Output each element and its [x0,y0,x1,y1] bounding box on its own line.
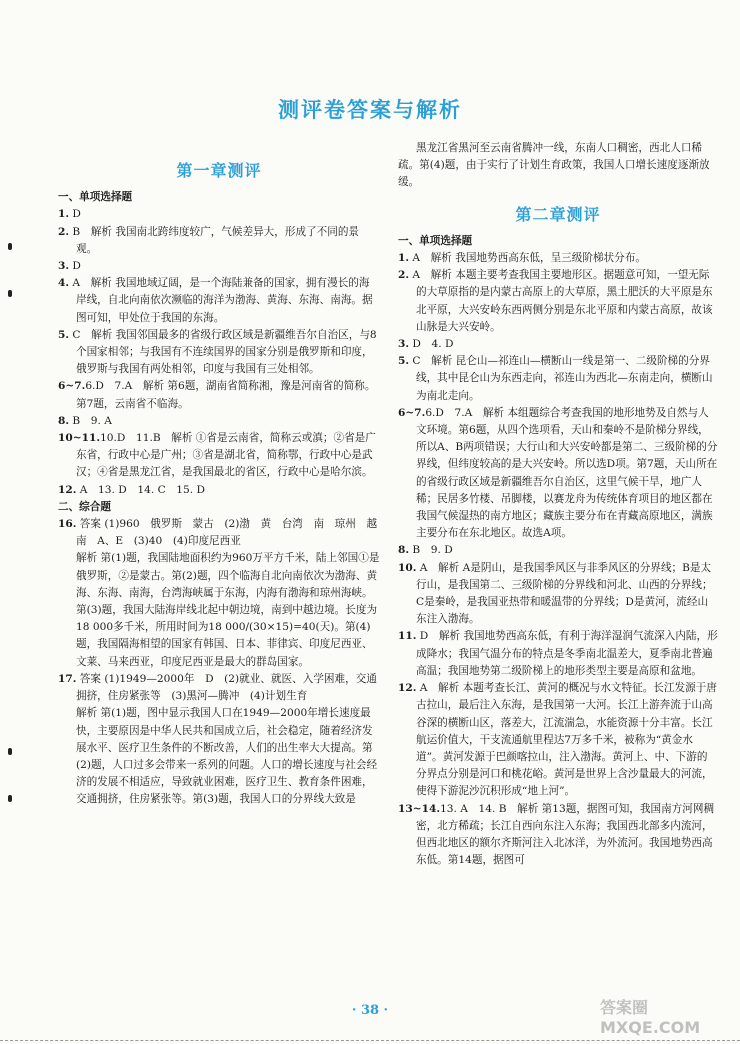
item-number: 2. [398,269,410,282]
answer-item [58,413,380,430]
item-number: 8. [58,414,70,427]
answer-item [398,680,718,800]
item-number: 1. [58,208,70,221]
item-text: 一、单项选择题 [398,234,473,247]
item-number: 4. [58,277,70,290]
item-text: B 解析 我国南北跨纬度较广，气候差异大，形成了不同的景观。 [69,225,360,255]
page-number: · 38 · [351,1003,389,1018]
left-lines [58,189,380,808]
item-number: 6~7. [58,380,86,393]
item-text: 一、单项选择题 [58,191,133,204]
item-number: 10. [398,561,417,574]
chapter-heading-1: 第一章测评 [176,161,262,180]
section-heading [398,233,718,250]
answer-item [58,550,380,670]
item-number: 12. [398,682,417,695]
answer-item [398,267,718,336]
margin-mark [8,290,12,297]
answer-item [398,801,718,870]
answer-item [58,258,380,275]
item-number: 8. [398,544,410,557]
item-text: 解析 第(1)题，我国陆地面积约为960万平方千米，陆上邻国①是俄罗斯，②是蒙古。第(2)题，四个临海自北向南依次为渤海、黄海、东海、南海，台湾海峡属于东海，内海有渤海和琼州海峡。第(3)题，我国大陆海岸线北起中朝边境，南到中越边境。长度为18 000多千米，所用时间为18 000/(30×15)=40(天)。第(4)题，我国隔海相望的国家有韩国、日本、菲律宾、印度尼西亚、文莱、马来西亚，印度尼西亚是最大的群岛国家。 [76,552,380,668]
item-text: 6.D 7.A 解析 第6题，湖南省简称湘，豫是河南省的简称。第7题，云南省不临海。 [76,380,376,410]
item-text: C 解析 我国邻国最多的省级行政区域是新疆维吾尔自治区，与8个国家相邻；与我国有不连续国界的国家分别是俄罗斯和印度，俄罗斯与我国有两处相邻，印度与我国有三处相邻。 [69,328,377,376]
answer-item [398,353,718,405]
item-text: D [69,208,81,221]
item-text: 答案 (1)1949—2000年 D (2)就业、就医、入学困难，交通拥挤，住房紧张等 (3)黑河—腾冲 (4)计划生育 [76,672,377,703]
left-column [58,158,380,809]
item-text: D [69,260,81,273]
answer-item [58,482,380,499]
margin-mark [8,243,12,250]
answer-item [58,516,380,550]
item-text: 13. A 14. B 解析 第13题，据图可知，我国南方河网稠密，北方稀疏；长江自西向东注入东海；我国西北部多内流河，但西北地区的额尔齐斯河注入北冰洋，为外流河。我国地势西高东低。第14题，据图可 [416,802,715,867]
item-number: 13~14. [398,802,441,815]
answer-item [398,250,718,267]
item-number: 11. [398,630,417,643]
answer-item [398,336,718,353]
item-text: B 9. D [409,544,453,557]
item-text: A 解析 A是阴山，是我国季风区与非季风区的分界线；B是太行山，是我国第二、三级阶梯的分界线和河北、山西的分界线；C是秦岭，是我国亚热带和暖温带的分界线；D是黄河，流经山东注入渤海。 [416,561,713,626]
answer-item [58,705,380,808]
item-text: C 解析 昆仑山—祁连山—横断山一线是第一、二级阶梯的分界线，其中昆仑山为东西走向，祁连山为西北—东南走向，横断山为南北走向。 [409,355,713,402]
margin-mark [8,748,12,755]
answer-item [398,542,718,559]
item-number: 16. [58,518,77,531]
item-number: 17. [58,672,77,685]
answer-item [58,327,380,379]
item-number: 3. [398,338,410,351]
answer-item [58,275,380,327]
answer-item [58,206,380,223]
answer-item [58,671,380,705]
item-text: A 解析 本题主要考查我国主要地形区。据题意可知，一望无际的大草原指的是内蒙古高原上的大草原，黑土肥沃的大平原是东北平原，大兴安岭东西两侧分别是东北平原和内蒙古高原，故该山脉是大兴安岭。 [409,269,713,333]
item-text: 6.D 7.A 解析 本组题综合考查我国的地形地势及自然与人文环境。第6题，从四个选项看，天山和秦岭不是阶梯分界线，所以A、B两项错误；大行山和大兴安岭都是第二、三级阶梯的分界线，但纬度较高的是大兴安岭。所以选D项。第7题，天山所在的省级行政区域是新疆维吾尔自治区，这里气候干旱，地广人稀；民居多竹楼、吊脚楼，以赛龙舟为传统体育项目的地区都在我国气候湿热的南方地区；藏族主要分布在青藏高原地区，满族主要分布在东北地区。故选A项。 [416,406,718,540]
page-title: 测评卷答案与解析 [278,97,462,122]
item-number: 3. [58,260,70,273]
item-text: A 解析 本题考查长江、黄河的概况与水文特征。长江发源于唐古拉山，最后注入东海，是我国第一大河。长江上游奔流于山高谷深的横断山区，落差大，江流湍急，水能资源十分丰富。长江航运价值大，干支流通航里程达7万多千米，被称为“黄金水道”。黄河发源于巴颜喀拉山，注入渤海。黄河上、中、下游的分界点分别是河口和桃花峪。黄河是世界上含沙量最大的河流，使得下游泥沙沉积形成“地上河”。 [416,682,717,798]
section-heading [58,499,380,516]
item-number: 1. [398,252,410,265]
item-text: 解析 第(1)题，图中显示我国人口在1949—2000年增长速度最快，主要原因是中华人民共和国成立后，社会稳定，随着经济发展水平、医疗卫生条件的不断改善，人们的出生率大大提高。第(2)题，人口过多会带来一系列的问题。人口的增长速度与社会经济的发展不相适应，导致就业困难，医疗卫生、教育条件困难，交通拥挤，住房紧张等。第(3)题，我国人口的分界线大致是 [76,707,378,806]
item-text: A 解析 我国地域辽阔，是一个海陆兼备的国家，拥有漫长的海岸线，自北向南依次濒临的海洋为渤海、黄海、东海、南海。据图可知，甲处位于我国的东海。 [69,277,373,324]
item-text: 10.D 11.B 解析 ①省是云南省，简称云或滇；②省是广东省，行政中心是广州；③省是湖北省，简称鄂，行政中心是武汉；④省是黑龙江省，是我国最北的省区，行政中心是哈尔滨。 [76,432,376,479]
watermark-logo: 答案圈 MXQE.COM [600,998,701,1037]
answer-item [398,560,718,629]
item-text: 答案 (1)960 俄罗斯 蒙古 (2)渤 黄 台湾 南 琼州 越南 A、E (3)40 (4)印度尼西亚 [76,518,378,548]
item-text: B 9. A [69,414,112,427]
section-heading [58,189,380,206]
answer-item [58,430,380,482]
answer-item [58,224,380,258]
item-number: 12. [58,483,77,496]
item-text: 二、综合题 [58,500,111,513]
item-text: D 解析 我国地势西高东低，有利于海洋湿润气流深入内陆，形成降水；我国气温分布的特点是冬季南北温差大，夏季南北普遍高温；我国地势第二级阶梯上的地形类型主要是高原和盆地。 [416,630,718,677]
item-text: D 4. D [409,338,454,351]
bottom-divider [0,1040,740,1041]
item-number: 2. [58,225,70,238]
item-text: A 13. D 14. C 15. D [76,483,205,496]
right-lines [398,233,718,870]
item-number: 10~11. [58,432,101,445]
item-number: 5. [398,355,410,368]
chapter-heading-2: 第二章测评 [515,204,601,224]
item-number: 5. [58,328,70,341]
answer-item [398,628,718,680]
answer-item [58,378,380,412]
continued-text: 黑龙江省黑河至云南省腾冲一线，东南人口稠密，西北人口稀疏。第(4)题，由于实行了计划生育政策，我国人口增长速度逐渐放缓。 [398,142,710,189]
right-column [398,140,718,869]
answer-item [398,405,718,543]
margin-mark [8,795,12,802]
item-text: A 解析 我国地势西高东低，呈三级阶梯状分布。 [409,252,646,265]
item-number: 6~7. [398,406,426,419]
